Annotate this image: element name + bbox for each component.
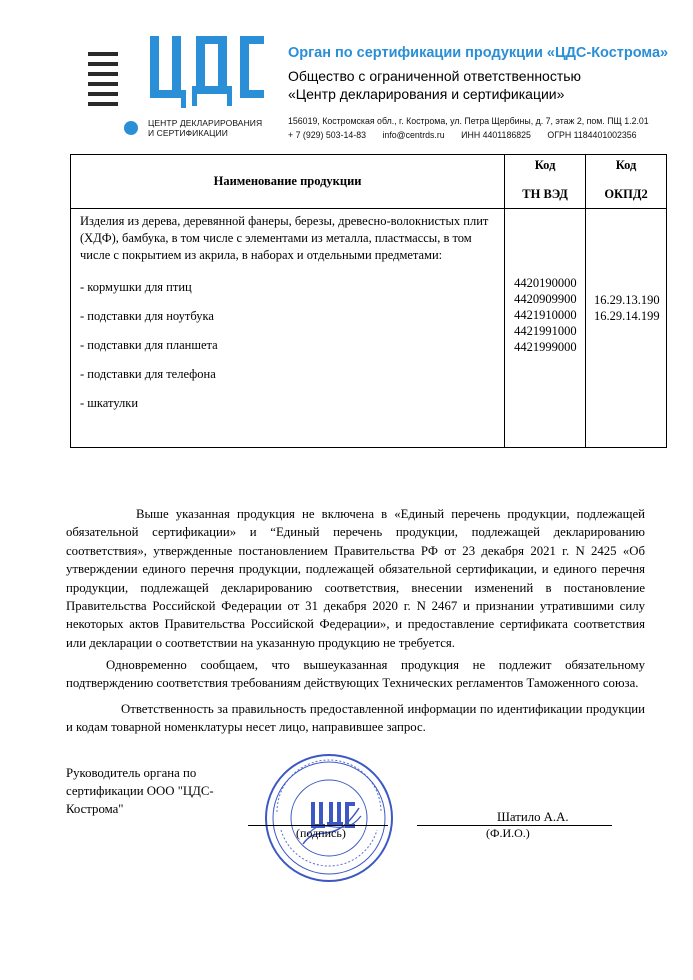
org-legal-form: Общество с ограниченной ответственностью xyxy=(288,68,582,84)
round-seal-stamp xyxy=(263,752,395,884)
product-description-cell xyxy=(71,209,505,448)
organization-header xyxy=(288,44,678,103)
signatory-name: Шатило А.А. xyxy=(497,810,569,824)
list-item: - кормушки для птиц xyxy=(80,280,192,294)
list-item: - подставки для ноутбука xyxy=(80,309,214,323)
inn: ИНН 4401186825 xyxy=(461,130,531,140)
phone: + 7 (929) 503-14-83 xyxy=(288,130,367,140)
list-item: - шкатулки xyxy=(80,396,139,410)
logo-dot-icon xyxy=(124,121,138,135)
ogrn: ОГРН 1184401002356 xyxy=(547,130,637,140)
tnved-codes-cell xyxy=(505,209,586,448)
col-header-tnved xyxy=(505,155,586,209)
paragraph-technical-regulations: Одновременно сообщаем, что вышеуказанная продукция не подлежит обязательному подтверждению соответствия требованиям действующих Технических регламентов Таможенного союза. xyxy=(66,658,645,691)
tnved-code: 4421991000 xyxy=(514,324,577,338)
org-name: «Центр декларирования и сертификации» xyxy=(288,86,565,102)
okpd-codes-cell xyxy=(586,209,667,448)
table-row xyxy=(71,209,667,448)
tnved-code: 4420190000 xyxy=(514,276,577,290)
paragraph-responsibility: Ответственность за правильность предоставленной информации по идентификации продукции и кодам товарной номенклатуры несет лицо, направившее запрос. xyxy=(66,702,645,735)
certification-body-title: Орган по сертификации продукции «ЦДС-Кострома» xyxy=(288,45,669,61)
logo-caption-line2: И СЕРТИФИКАЦИИ xyxy=(148,128,228,138)
col-header-okpd-l1: Код xyxy=(615,158,637,172)
okpd-code: 16.29.14.199 xyxy=(594,309,660,323)
tnved-code: 4421999000 xyxy=(514,340,577,354)
col-header-okpd-l2: ОКПД2 xyxy=(604,187,648,201)
col-header-tnved-l1: Код xyxy=(534,158,556,172)
paragraph-not-included: Выше указанная продукция не включена в «Единый перечень продукции, подлежащей обязательной сертификации» и “Единый перечень продукции, подлежащей декларированию соответствия», утвержденные постановлением Правительства РФ от 23 декабря 2021 г. N 2425 «Об утверждении единого перечня продукции, подлежащей обязательной сертификации, и единого перечня продукции, подлежащей декларированию соответствия, внесении изменений в постановление Правительства Российской Федерации от 31 декабря 2020 г. N 2467 и признании утратившими силу некоторых актов Правительства Российской Федерации», и предоставление сертификата соответствия или декларации о соответствии на указанную продукцию не требуется. xyxy=(66,507,645,650)
logo-caption xyxy=(148,118,262,138)
fio-caption: (Ф.И.О.) xyxy=(486,826,530,840)
col-header-name: Наименование продукции xyxy=(71,155,505,209)
table-header-row xyxy=(71,155,667,209)
logo-letters-graphic xyxy=(148,30,268,116)
product-table xyxy=(70,154,667,448)
tnved-code: 4420909900 xyxy=(514,292,577,306)
okpd-code: 16.29.13.190 xyxy=(594,293,660,307)
signatory-position: Руководитель органа по сертификации ООО "ЦДС-Кострома" xyxy=(66,766,214,816)
product-description: Изделия из дерева, деревянной фанеры, березы, древесно-волокнистых плит (ХДФ), бамбука, в том числе с элементами из металла, пластмассы, в том числе с покрытием из акрила, в наборах и отдельными предметами: xyxy=(80,214,489,262)
signature-caption: (подпись) xyxy=(296,826,346,840)
col-header-tnved-l2: ТН ВЭД xyxy=(522,187,568,201)
logo-caption-line1: ЦЕНТР ДЕКЛАРИРОВАНИЯ xyxy=(148,118,263,128)
col-header-okpd xyxy=(586,155,667,209)
address: 156019, Костромская обл., г. Кострома, ул. Петра Щербины, д. 7, этаж 2, пом. ПЩ 1.2.01 xyxy=(288,116,649,126)
list-item: - подставки для телефона xyxy=(80,367,216,381)
list-item: - подставки для планшета xyxy=(80,338,218,352)
contact-details xyxy=(288,114,688,142)
company-logo xyxy=(88,30,278,140)
logo-stripes xyxy=(88,52,118,112)
tnved-code: 4421910000 xyxy=(514,308,577,322)
email: info@centrds.ru xyxy=(382,130,445,140)
